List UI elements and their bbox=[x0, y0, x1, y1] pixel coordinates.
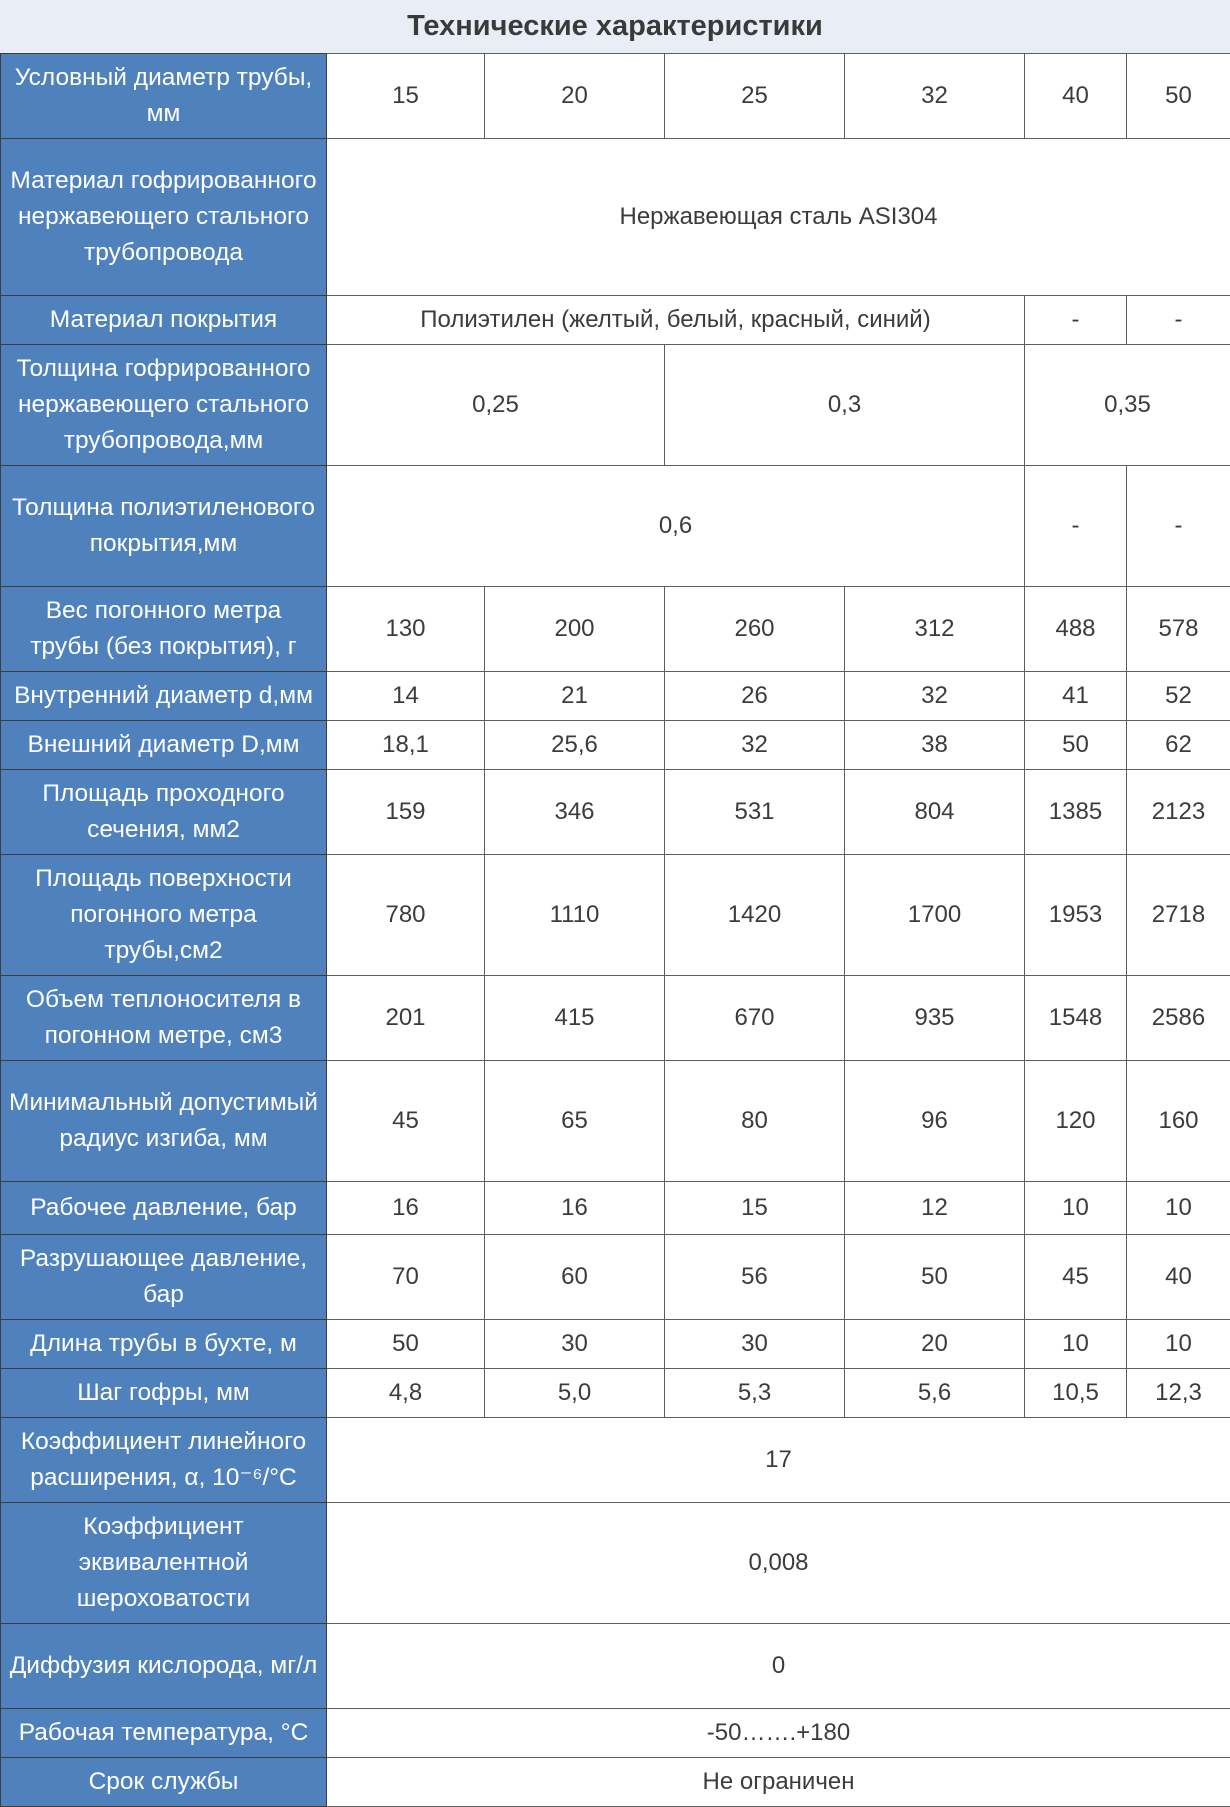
table-cell: 16 bbox=[485, 1182, 665, 1235]
row-label: Объем теплоносителя в погонном метре, см3 bbox=[1, 976, 327, 1061]
row-label: Материал гофрированного нержавеющего стального трубопровода bbox=[1, 139, 327, 296]
table-row bbox=[1, 1369, 1230, 1418]
table-cell: 10 bbox=[1127, 1182, 1230, 1235]
table-cell: 15 bbox=[665, 1182, 845, 1235]
table-cell: 4,8 bbox=[327, 1369, 485, 1418]
table-cell: 488 bbox=[1025, 587, 1127, 672]
table-cell: 804 bbox=[845, 770, 1025, 855]
table-cell: 200 bbox=[485, 587, 665, 672]
table-cell: 18,1 bbox=[327, 721, 485, 770]
table-cell: 20 bbox=[485, 54, 665, 139]
table-cell: 935 bbox=[845, 976, 1025, 1061]
table-row bbox=[1, 1320, 1230, 1369]
table-cell: -50…….+180 bbox=[327, 1709, 1230, 1758]
table-cell: 50 bbox=[845, 1235, 1025, 1320]
row-label: Шаг гофры, мм bbox=[1, 1369, 327, 1418]
table-cell: 38 bbox=[845, 721, 1025, 770]
row-label: Разрушающее давление, бар bbox=[1, 1235, 327, 1320]
table-row bbox=[1, 1418, 1230, 1503]
table-cell: 2718 bbox=[1127, 855, 1230, 976]
table-cell: 15 bbox=[327, 54, 485, 139]
table-row bbox=[1, 54, 1230, 139]
table-cell: 5,3 bbox=[665, 1369, 845, 1418]
row-label: Вес погонного метра трубы (без покрытия), г bbox=[1, 587, 327, 672]
table-row bbox=[1, 1758, 1230, 1807]
table-cell: 26 bbox=[665, 672, 845, 721]
table-cell: 5,0 bbox=[485, 1369, 665, 1418]
table-row bbox=[1, 976, 1230, 1061]
row-label: Внешний диаметр D,мм bbox=[1, 721, 327, 770]
table-cell: 1385 bbox=[1025, 770, 1127, 855]
table-cell: Полиэтилен (желтый, белый, красный, синий) bbox=[327, 296, 1025, 345]
table-cell: 80 bbox=[665, 1061, 845, 1182]
row-label: Рабочее давление, бар bbox=[1, 1182, 327, 1235]
table-cell: 578 bbox=[1127, 587, 1230, 672]
row-label: Толщина полиэтиленового покрытия,мм bbox=[1, 466, 327, 587]
table-cell: 45 bbox=[1025, 1235, 1127, 1320]
table-cell: 120 bbox=[1025, 1061, 1127, 1182]
row-label: Минимальный допустимый радиус изгиба, мм bbox=[1, 1061, 327, 1182]
table-cell: 60 bbox=[485, 1235, 665, 1320]
row-label: Материал покрытия bbox=[1, 296, 327, 345]
table-cell: 5,6 bbox=[845, 1369, 1025, 1418]
table-row bbox=[1, 139, 1230, 296]
table-cell: 0 bbox=[327, 1624, 1230, 1709]
table-cell: 780 bbox=[327, 855, 485, 976]
row-label: Длина трубы в бухте, м bbox=[1, 1320, 327, 1369]
table-cell: 45 bbox=[327, 1061, 485, 1182]
table-cell: 1700 bbox=[845, 855, 1025, 976]
table-cell: - bbox=[1025, 466, 1127, 587]
table-row bbox=[1, 587, 1230, 672]
table-cell: 12 bbox=[845, 1182, 1025, 1235]
table-row bbox=[1, 721, 1230, 770]
table-row bbox=[1, 855, 1230, 976]
table-cell: 70 bbox=[327, 1235, 485, 1320]
table-cell: 56 bbox=[665, 1235, 845, 1320]
table-row bbox=[1, 1235, 1230, 1320]
table-cell: 1548 bbox=[1025, 976, 1127, 1061]
row-label: Рабочая температура, °C bbox=[1, 1709, 327, 1758]
table-cell: 0,35 bbox=[1025, 345, 1230, 466]
row-label: Срок службы bbox=[1, 1758, 327, 1807]
row-label: Коэффициент линейного расширения, α, 10⁻⁶/°C bbox=[1, 1418, 327, 1503]
table-cell: Не ограничен bbox=[327, 1758, 1230, 1807]
table-cell: 50 bbox=[1025, 721, 1127, 770]
table-cell: 10 bbox=[1025, 1182, 1127, 1235]
table-cell: 32 bbox=[665, 721, 845, 770]
row-label: Внутренний диаметр d,мм bbox=[1, 672, 327, 721]
table-cell: 10,5 bbox=[1025, 1369, 1127, 1418]
table-cell: 10 bbox=[1127, 1320, 1230, 1369]
table-row bbox=[1, 1709, 1230, 1758]
table-cell: Нержавеющая сталь ASI304 bbox=[327, 139, 1230, 296]
table-cell: 0,6 bbox=[327, 466, 1025, 587]
table-cell: 30 bbox=[485, 1320, 665, 1369]
table-cell: 65 bbox=[485, 1061, 665, 1182]
table-cell: 159 bbox=[327, 770, 485, 855]
table-cell: 0,008 bbox=[327, 1503, 1230, 1624]
specifications-table bbox=[0, 53, 1230, 1807]
table-cell: 12,3 bbox=[1127, 1369, 1230, 1418]
row-label: Коэффициент эквивалентной шероховатости bbox=[1, 1503, 327, 1624]
table-cell: 1953 bbox=[1025, 855, 1127, 976]
table-row bbox=[1, 296, 1230, 345]
table-cell: 0,25 bbox=[327, 345, 665, 466]
table-cell: 40 bbox=[1127, 1235, 1230, 1320]
table-cell: 130 bbox=[327, 587, 485, 672]
table-cell: 201 bbox=[327, 976, 485, 1061]
table-cell: 32 bbox=[845, 54, 1025, 139]
table-cell: 17 bbox=[327, 1418, 1230, 1503]
row-label: Площадь поверхности погонного метра трубы,см2 bbox=[1, 855, 327, 976]
table-cell: - bbox=[1127, 296, 1230, 345]
table-cell: - bbox=[1025, 296, 1127, 345]
table-cell: 50 bbox=[327, 1320, 485, 1369]
table-row bbox=[1, 770, 1230, 855]
table-cell: 52 bbox=[1127, 672, 1230, 721]
table-row bbox=[1, 1503, 1230, 1624]
table-cell: 531 bbox=[665, 770, 845, 855]
table-cell: 1420 bbox=[665, 855, 845, 976]
table-cell: - bbox=[1127, 466, 1230, 587]
table-cell: 346 bbox=[485, 770, 665, 855]
table-cell: 25 bbox=[665, 54, 845, 139]
table-cell: 96 bbox=[845, 1061, 1025, 1182]
row-label: Площадь проходного сечения, мм2 bbox=[1, 770, 327, 855]
table-cell: 2586 bbox=[1127, 976, 1230, 1061]
table-row bbox=[1, 1182, 1230, 1235]
table-cell: 30 bbox=[665, 1320, 845, 1369]
row-label: Условный диаметр трубы, мм bbox=[1, 54, 327, 139]
table-cell: 1110 bbox=[485, 855, 665, 976]
table-row bbox=[1, 1061, 1230, 1182]
table-cell: 40 bbox=[1025, 54, 1127, 139]
table-row bbox=[1, 466, 1230, 587]
table-row bbox=[1, 345, 1230, 466]
table-cell: 312 bbox=[845, 587, 1025, 672]
table-cell: 16 bbox=[327, 1182, 485, 1235]
row-label: Диффузия кислорода, мг/л bbox=[1, 1624, 327, 1709]
table-cell: 32 bbox=[845, 672, 1025, 721]
specifications-table-body bbox=[1, 54, 1230, 1807]
table-cell: 415 bbox=[485, 976, 665, 1061]
table-cell: 14 bbox=[327, 672, 485, 721]
table-row bbox=[1, 672, 1230, 721]
table-cell: 50 bbox=[1127, 54, 1230, 139]
table-title: Технические характеристики bbox=[0, 0, 1230, 53]
table-cell: 62 bbox=[1127, 721, 1230, 770]
table-cell: 25,6 bbox=[485, 721, 665, 770]
table-cell: 41 bbox=[1025, 672, 1127, 721]
table-cell: 2123 bbox=[1127, 770, 1230, 855]
table-cell: 20 bbox=[845, 1320, 1025, 1369]
table-cell: 21 bbox=[485, 672, 665, 721]
row-label: Толщина гофрированного нержавеющего стального трубопровода,мм bbox=[1, 345, 327, 466]
table-cell: 0,3 bbox=[665, 345, 1025, 466]
table-cell: 10 bbox=[1025, 1320, 1127, 1369]
table-cell: 670 bbox=[665, 976, 845, 1061]
table-cell: 260 bbox=[665, 587, 845, 672]
table-row bbox=[1, 1624, 1230, 1709]
table-cell: 160 bbox=[1127, 1061, 1230, 1182]
